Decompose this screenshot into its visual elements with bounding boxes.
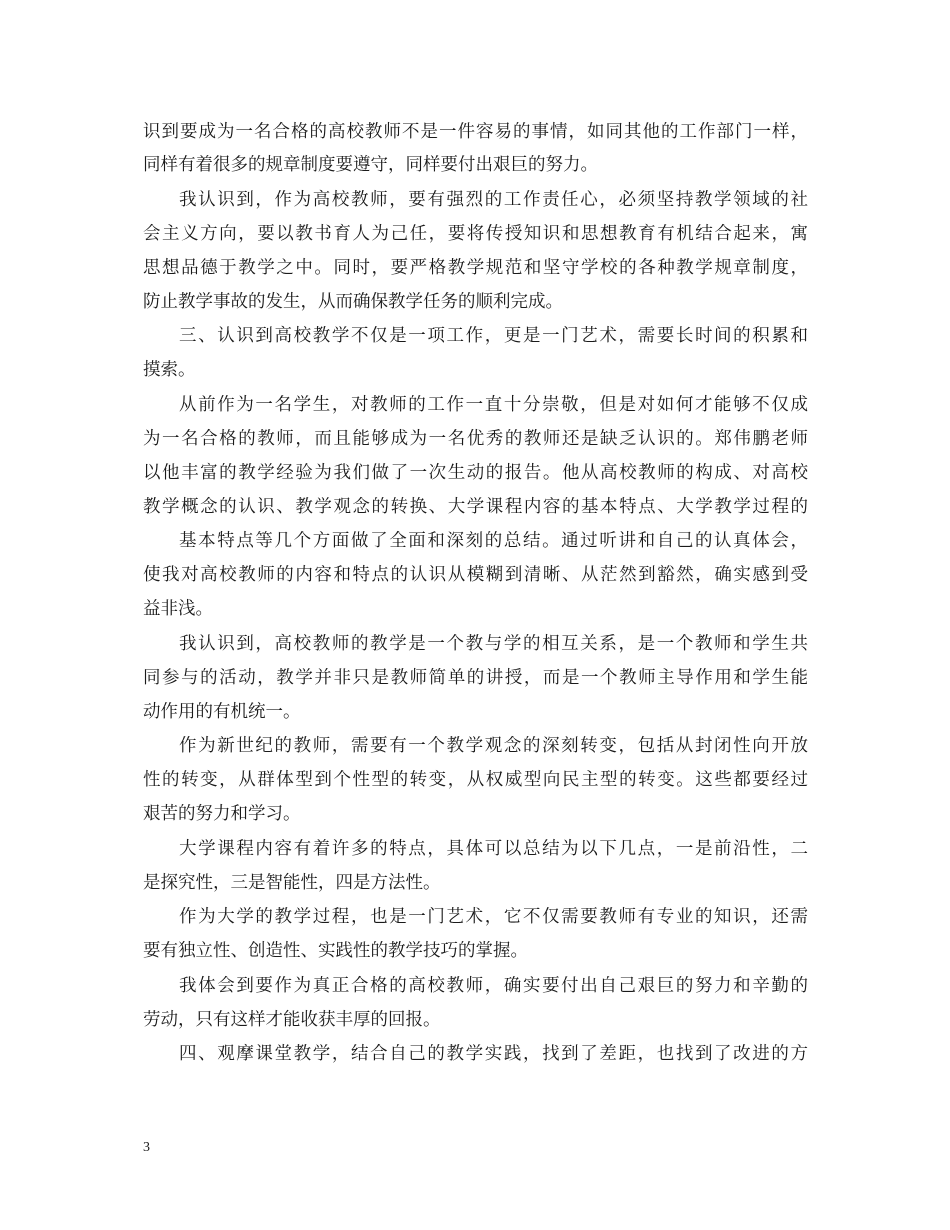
text-line: 思想品德于教学之中。同时，要严格教学规范和坚守学校的各种教学规章制度， [143, 258, 808, 278]
text-line: 以他丰富的教学经验为我们做了一次生动的报告。他从高校教师的构成、对高校 [143, 463, 808, 483]
text-line: 同参与的活动，教学并非只是教师简单的讲授，而是一个教师主导作用和学生能 [143, 668, 808, 688]
page-number: 3 [143, 1140, 150, 1155]
text-line: 大学课程内容有着许多的特点，具体可以总结为以下几点，一是前沿性，二 [179, 839, 808, 859]
section-heading-line: 四、观摩课堂教学，结合自己的教学实践，找到了差距，也找到了改进的方 [179, 1044, 808, 1064]
text-line: 基本特点等几个方面做了全面和深刻的总结。通过听讲和自己的认真体会， [179, 531, 808, 551]
text-line: 同样有着很多的规章制度要遵守，同样要付出艰巨的努力。 [143, 155, 598, 175]
text-line: 我认识到，作为高校教师，要有强烈的工作责任心，必须坚持教学领域的社 [179, 190, 808, 210]
text-line: 教学概念的认识、教学观念的转换、大学课程内容的基本特点、大学教学过程的 [143, 497, 808, 517]
text-line: 为一名合格的教师，而且能够成为一名优秀的教师还是缺乏认识的。郑伟鹏老师 [143, 429, 808, 449]
text-line: 会主义方向，要以教书育人为己任，要将传授知识和思想教育有机结合起来，寓 [143, 224, 808, 244]
text-line: 劳动，只有这样才能收获丰厚的回报。 [143, 1010, 441, 1030]
text-line: 性的转变，从群体型到个性型的转变，从权威型向民主型的转变。这些都要经过 [143, 770, 808, 790]
section-heading-line: 三、认识到高校教学不仅是一项工作，更是一门艺术，需要长时间的积累和 [179, 326, 808, 346]
text-line: 是探究性，三是智能性，四是方法性。 [143, 873, 441, 893]
text-line: 我体会到要作为真正合格的高校教师，确实要付出自己艰巨的努力和辛勤的 [179, 976, 808, 996]
section-heading-line: 摸索。 [143, 360, 196, 380]
text-line: 益非浅。 [143, 599, 213, 619]
text-line: 使我对高校教师的内容和特点的认识从模糊到清晰、从茫然到豁然，确实感到受 [143, 565, 808, 585]
text-line: 识到要成为一名合格的高校教师不是一件容易的事情，如同其他的工作部门一样， [143, 122, 808, 142]
text-line: 作为大学的教学过程，也是一门艺术，它不仅需要教师有专业的知识，还需 [179, 907, 808, 927]
text-line: 作为新世纪的教师，需要有一个教学观念的深刻转变，包括从封闭性向开放 [179, 736, 808, 756]
text-line: 防止教学事故的发生，从而确保教学任务的顺利完成。 [143, 292, 563, 312]
text-line: 我认识到，高校教师的教学是一个教与学的相互关系，是一个教师和学生共 [179, 634, 808, 654]
text-line: 动作用的有机统一。 [143, 702, 301, 722]
text-line: 从前作为一名学生，对教师的工作一直十分崇敬，但是对如何才能够不仅成 [179, 395, 808, 415]
text-line: 艰苦的努力和学习。 [143, 804, 301, 824]
text-line: 要有独立性、创造性、实践性的教学技巧的掌握。 [143, 941, 528, 961]
